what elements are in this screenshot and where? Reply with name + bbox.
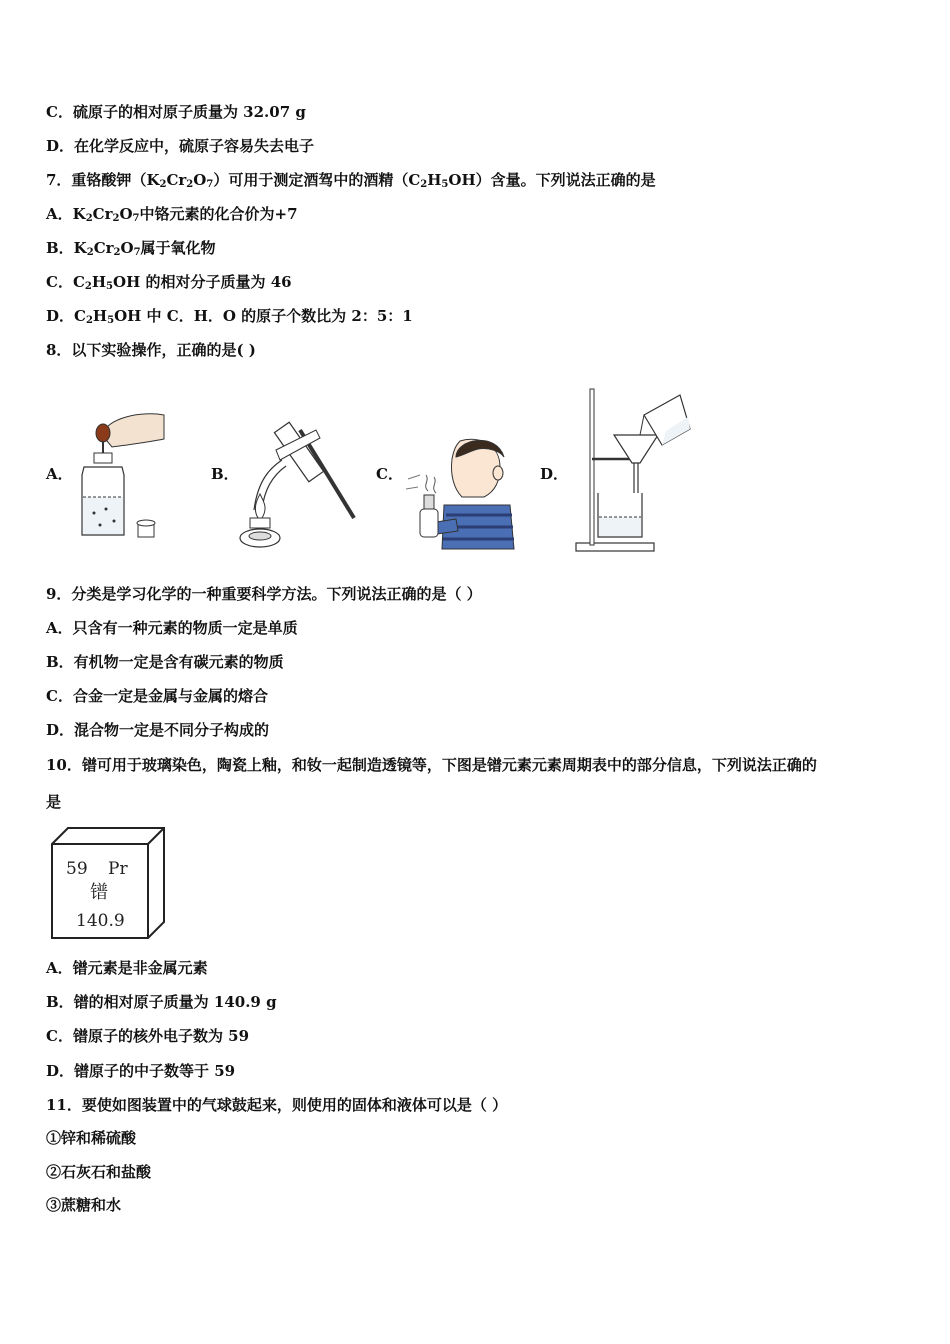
q6-option-c: C．硫原子的相对原子质量为 32.07 g: [46, 103, 306, 121]
element-atomic-number: 59: [66, 859, 88, 879]
q8-label-a: A．: [46, 465, 73, 483]
q9-option-d: D．混合物一定是不同分子构成的: [46, 721, 270, 739]
q8-label-b: B．: [211, 465, 239, 483]
q10-stem-line1: 10．镨可用于玻璃染色，陶瓷上釉，和钕一起制造透镜等，下图是镨元素元素周期表中的部分信息，下列说法正确的: [46, 756, 817, 774]
q11-stem: 11．要使如图装置中的气球鼓起来，则使用的固体和液体可以是（ ）: [46, 1096, 508, 1114]
q8-stem: 8．以下实验操作，正确的是( ): [46, 341, 256, 359]
q8-figure-d: [570, 385, 695, 555]
q7-option-c: C．$C_2H_5OH$ 的相对分子质量为 46: [46, 273, 292, 292]
q7-option-b: B．$K_2Cr_2O_7$属于氧化物: [46, 239, 216, 258]
q8-label-d: D．: [540, 465, 569, 483]
q10-stem-line2: 是: [46, 793, 62, 811]
q10-option-a: A．镨元素是非金属元素: [46, 959, 208, 977]
q11-item-2: ②石灰石和盐酸: [46, 1163, 152, 1181]
q10-option-d: D．镨原子的中子数等于 59: [46, 1062, 236, 1080]
element-name: 镨: [90, 882, 108, 903]
q8-figure-c: [400, 435, 520, 553]
q8-figure-a: [72, 405, 172, 545]
q6-option-d: D．在化学反应中，硫原子容易失去电子: [46, 137, 315, 155]
q10-option-c: C．镨原子的核外电子数为 59: [46, 1027, 250, 1045]
element-card-praseodymium: [48, 826, 166, 941]
q7-stem: 7．重铬酸钾$(K_2Cr_2O_7)$可用于测定酒驾中的酒精$(C_2H_5OH)$含量。下列说法正确的是: [46, 171, 656, 190]
element-atomic-mass: 140.9: [76, 911, 125, 931]
q11-item-1: ①锌和稀硫酸: [46, 1129, 137, 1147]
q9-option-b: B．有机物一定是含有碳元素的物质: [46, 653, 284, 671]
q9-stem: 9．分类是学习化学的一种重要科学方法。下列说法正确的是（ ）: [46, 585, 482, 603]
q8-label-c: C．: [376, 465, 403, 483]
q9-option-c: C．合金一定是金属与金属的熔合: [46, 687, 268, 705]
q7-option-a: A．$K_2Cr_2O_7$中铬元素的化合价为+7: [46, 205, 298, 224]
element-symbol: Pr: [108, 859, 128, 879]
q10-option-b: B．镨的相对原子质量为 140.9 g: [46, 993, 277, 1011]
q9-option-a: A．只含有一种元素的物质一定是单质: [46, 619, 298, 637]
q8-figure-b: [236, 410, 361, 555]
q11-item-3: ③蔗糖和水: [46, 1196, 122, 1214]
q7-option-d: D．$C_2H_5OH$ 中 C．H．O 的原子个数比为 2：5：1: [46, 307, 413, 326]
